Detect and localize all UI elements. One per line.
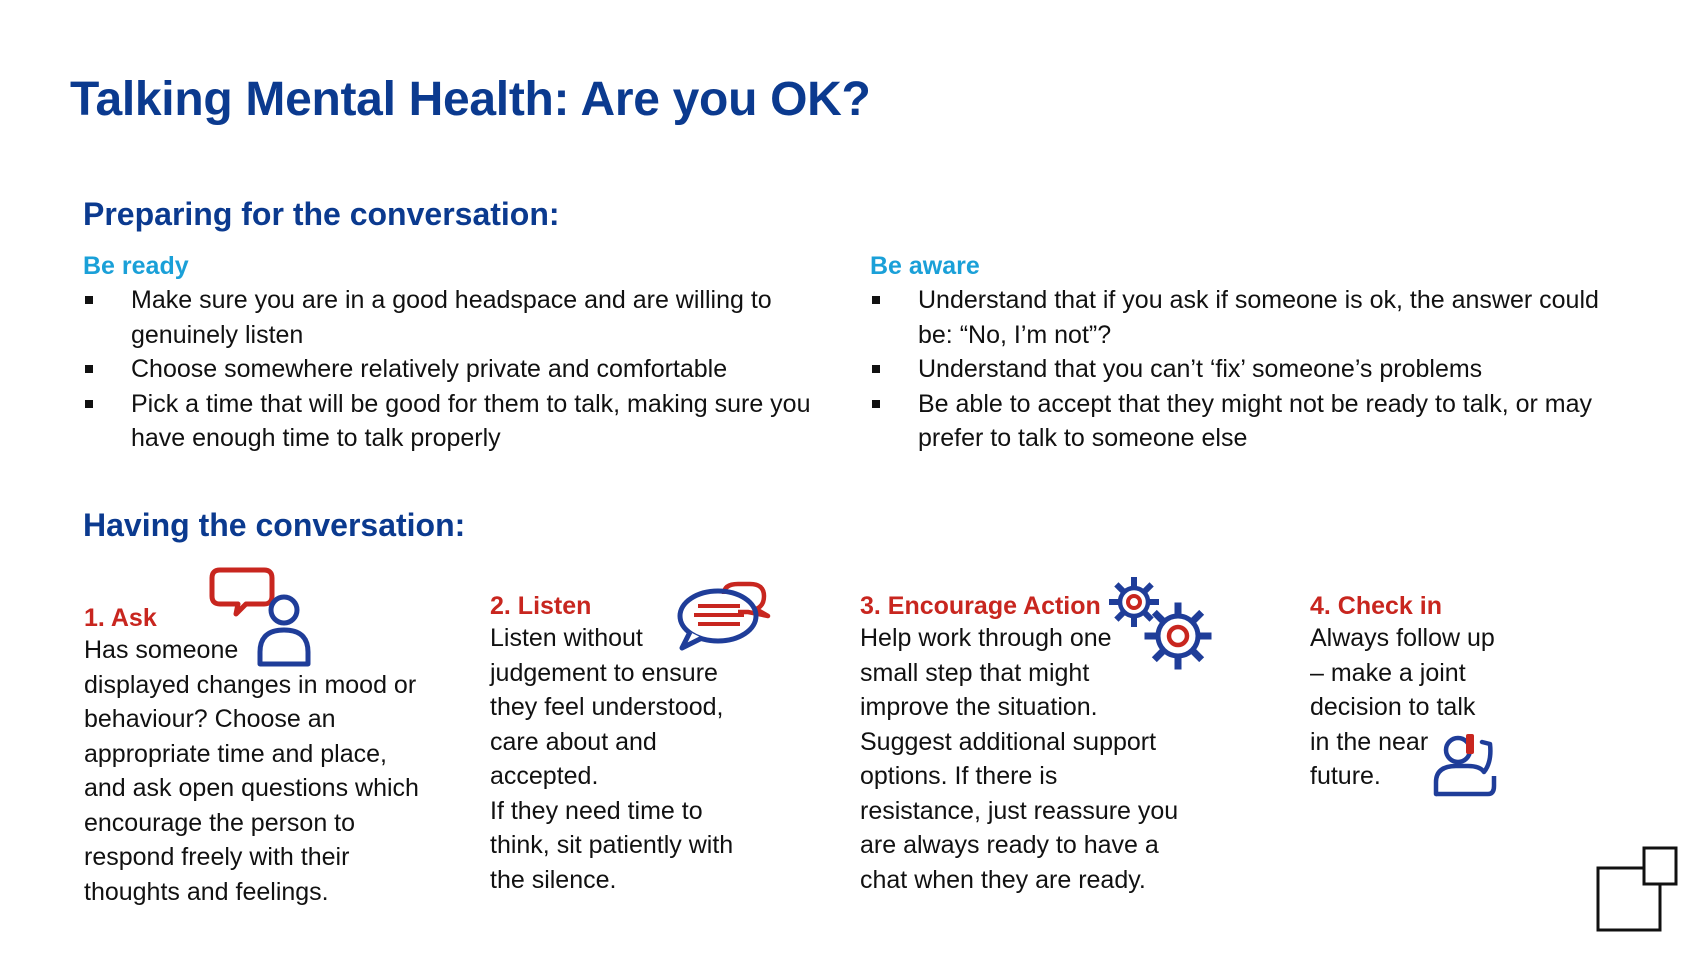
step-line: small step that might (860, 658, 1090, 687)
step-line: and ask open questions which (84, 774, 419, 802)
step-line: resistance, just reassure you (860, 796, 1179, 825)
step-line: in the near (1310, 727, 1429, 756)
step-line: thoughts and feelings. (84, 877, 329, 906)
be-ready-heading: Be ready (83, 252, 189, 280)
be-aware-heading: Be aware (870, 252, 980, 280)
step-line: Listen without (490, 624, 643, 652)
step-line: If they need time to (490, 796, 703, 825)
step-title: 4. Check in (1310, 592, 1442, 620)
list-item: Be able to accept that they might not be ready to talk, or may prefer to talk to someone else (870, 387, 1610, 456)
step-line: Help work through one (860, 624, 1112, 652)
gears-icon (1108, 578, 1216, 670)
step-line: appropriate time and place, (84, 739, 387, 768)
step-body (490, 621, 810, 897)
list-item: Understand that you can’t ‘fix’ someone’s problems (870, 352, 1610, 387)
step-check-in (1310, 592, 1540, 794)
chat-bubbles-icon (676, 582, 772, 652)
list-item: Pick a time that will be good for them to talk, making sure you have enough time to talk properly (83, 387, 823, 456)
step-line: encourage the person to (84, 808, 356, 837)
be-ready-list (83, 283, 823, 456)
list-item: Understand that if you ask if someone is ok, the answer could be: “No, I’m not”? (870, 283, 1610, 352)
step-line: options. If there is (860, 762, 1058, 790)
be-aware-list (870, 283, 1610, 456)
step-line: improve the situation. (860, 693, 1098, 721)
step-body (84, 633, 454, 909)
having-heading: Having the conversation: (83, 507, 466, 543)
step-line: Has someone (84, 636, 239, 664)
step-line: behaviour? Choose an (84, 705, 336, 733)
list-item: Make sure you are in a good headspace and are willing to genuinely listen (83, 283, 823, 352)
step-line: – make a joint (1310, 658, 1466, 687)
step-line: they feel understood, (490, 693, 724, 721)
preparing-heading: Preparing for the conversation: (83, 196, 560, 232)
step-line: displayed changes in mood or (84, 670, 417, 699)
step-title: 1. Ask (84, 604, 157, 632)
step-line: care about and (490, 727, 657, 756)
list-item: Choose somewhere relatively private and comfortable (83, 352, 823, 387)
step-line: decision to talk (1310, 693, 1476, 721)
step-line: think, sit patiently with (490, 831, 734, 859)
step-title: 2. Listen (490, 592, 592, 620)
speech-person-icon (212, 564, 316, 668)
step-line: chat when they are ready. (860, 865, 1146, 894)
step-line: the silence. (490, 865, 617, 894)
step-line: Suggest additional support (860, 727, 1157, 756)
step-line: Always follow up (1310, 624, 1495, 652)
step-line: are always ready to have a (860, 831, 1159, 859)
page-title: Talking Mental Health: Are you OK? (70, 73, 871, 126)
step-line: accepted. (490, 762, 599, 790)
be-ready-column (83, 252, 823, 456)
decorative-squares (1596, 846, 1678, 936)
step-line: judgement to ensure (490, 658, 718, 687)
step-line: respond freely with their (84, 843, 350, 871)
step-body (1310, 621, 1540, 794)
step-line: future. (1310, 762, 1381, 790)
be-aware-column (870, 252, 1610, 456)
step-title: 3. Encourage Action (860, 592, 1101, 620)
person-phone-icon (1432, 732, 1498, 798)
